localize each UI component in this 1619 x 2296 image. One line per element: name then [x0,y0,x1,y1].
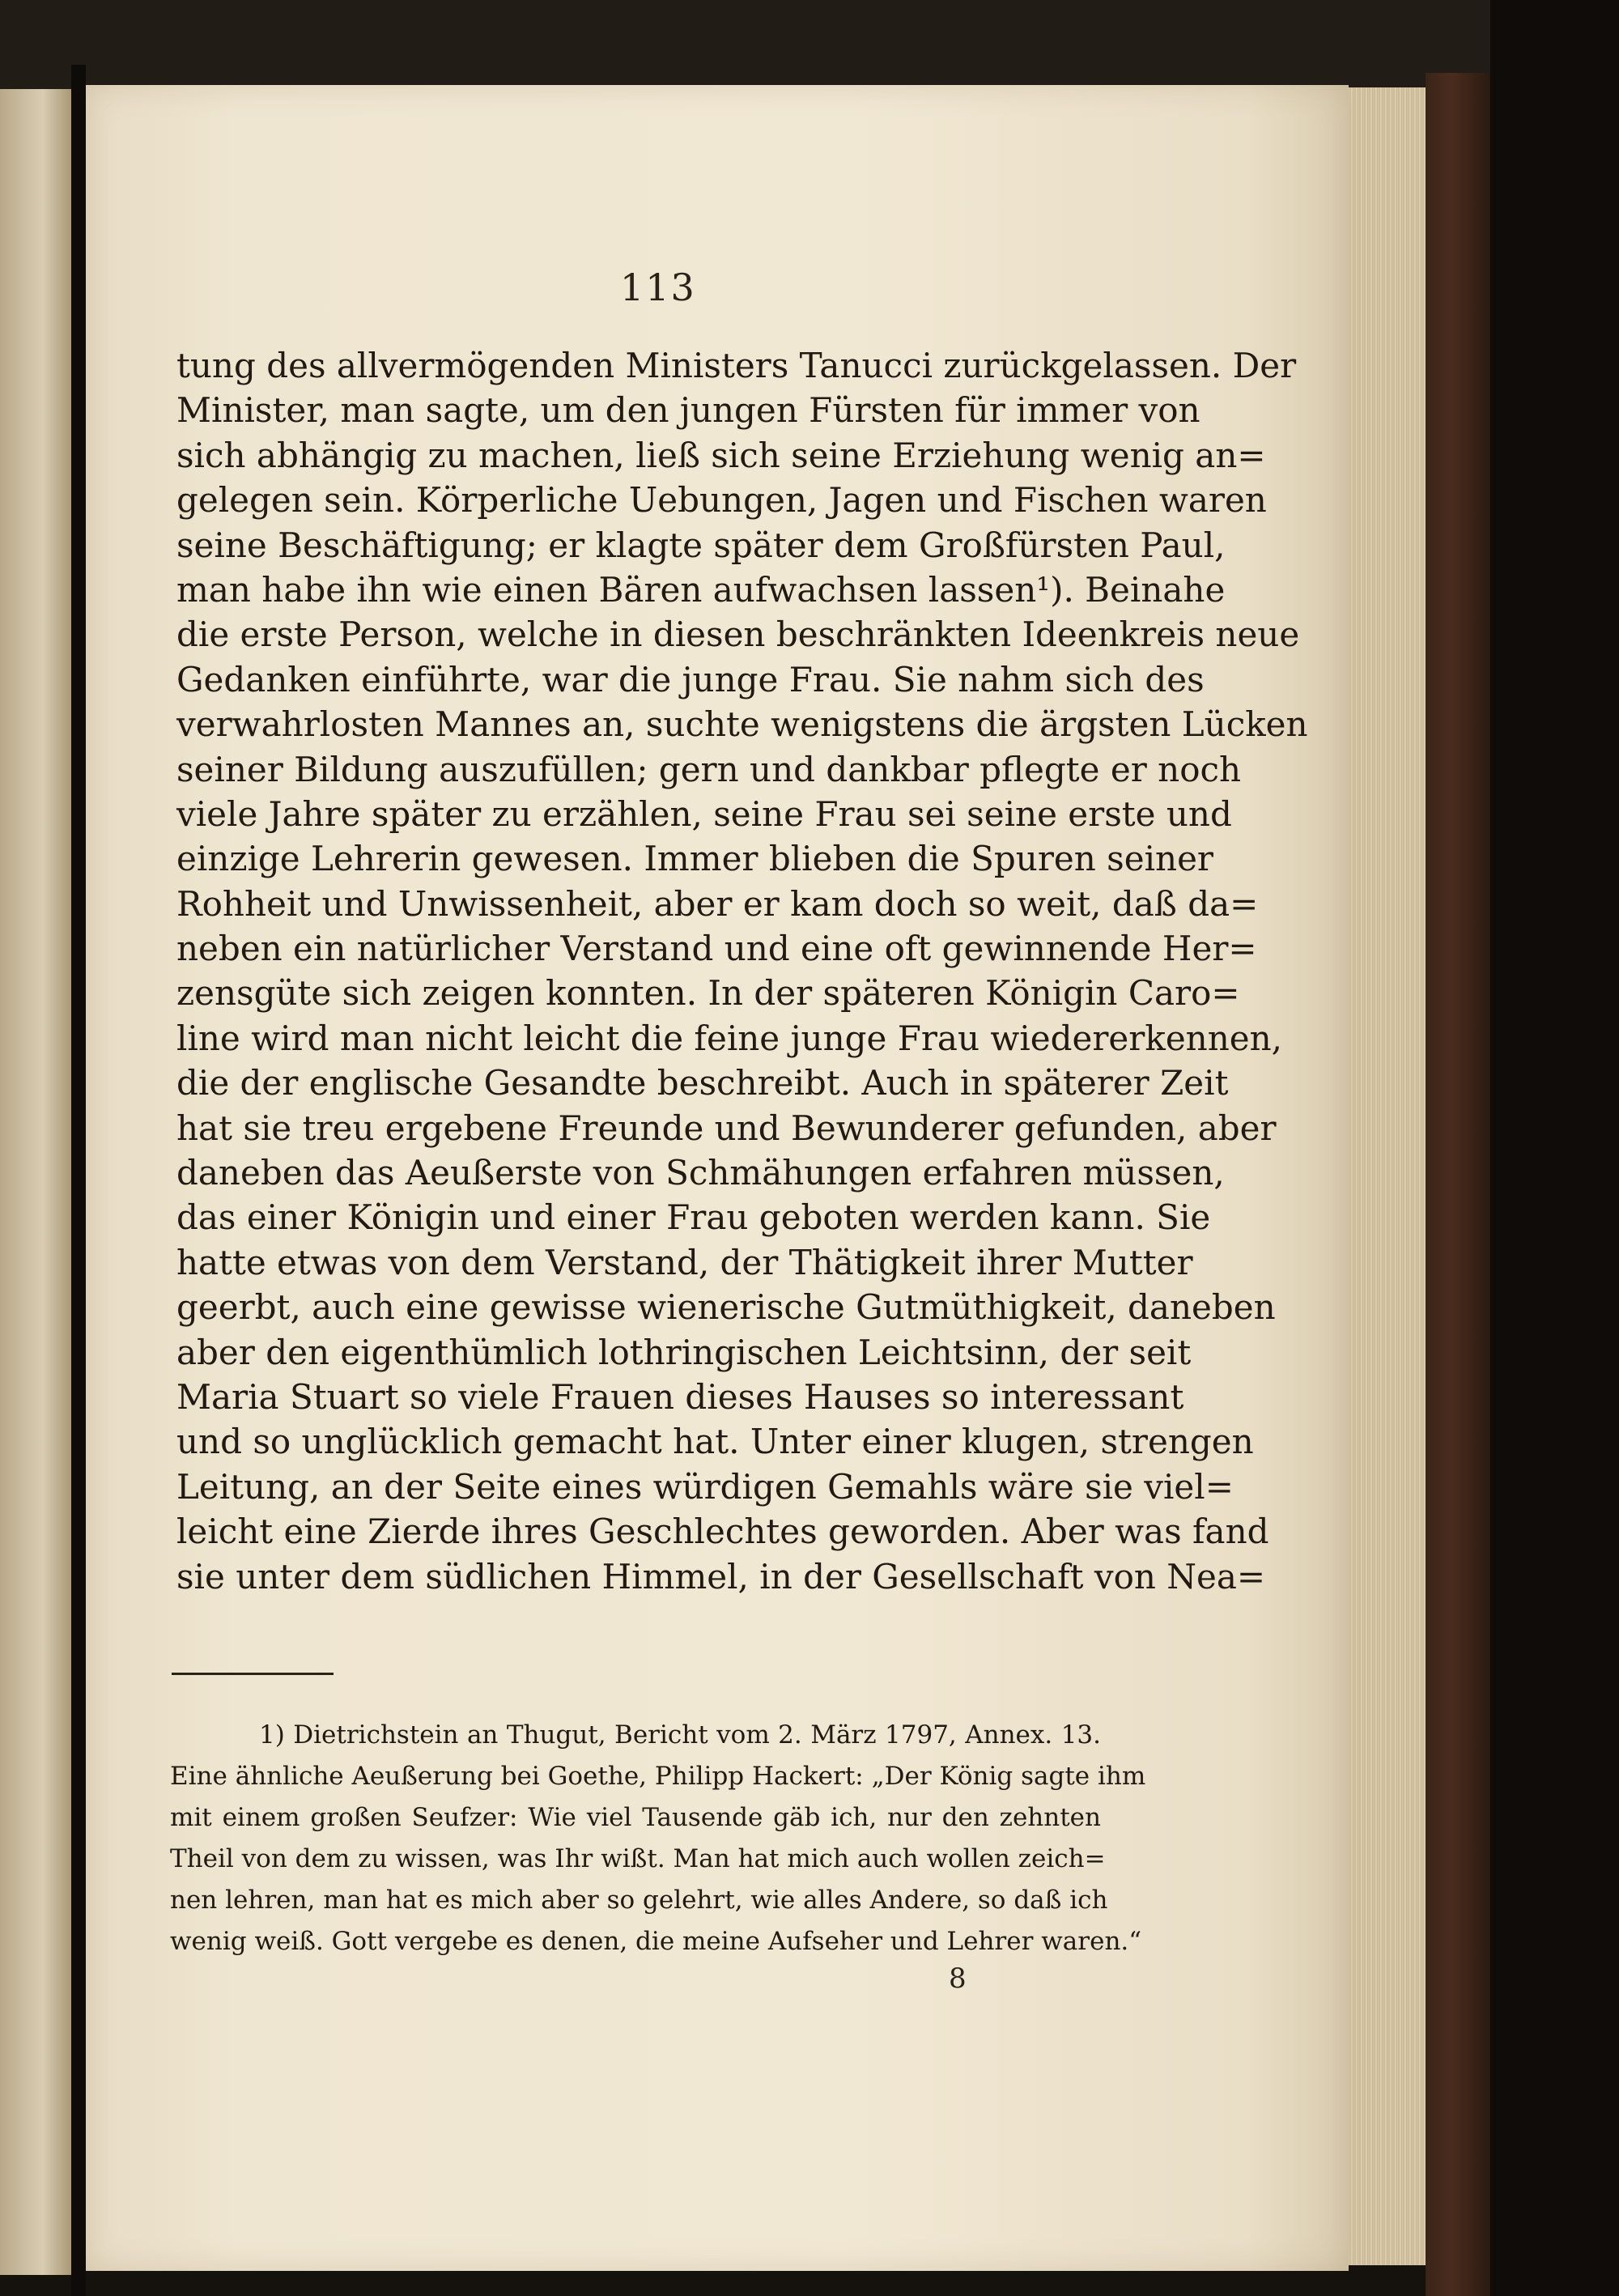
footnote-line: 1) Dietrichstein an Thugut, Bericht vom 2. März 1797, Annex. 13. [259,1720,1101,1750]
footnote-line: nen lehren, man hat es mich aber so gelehrt, wie alles Andere, so daß ich [170,1886,1108,1915]
footnote [170,1715,1146,1962]
text-line: gelegen sein. Körperliche Uebungen, Jagen und Fischen waren [176,480,1267,521]
footnote-line: Eine ähnliche Aeußerung bei Goethe, Philipp Hackert: „Der König sagte ihm [170,1762,1146,1791]
text-line: sich abhängig zu machen, ließ sich seine Erziehung wenig an= [176,435,1266,475]
footnote-line: mit einem großen Seufzer: Wie viel Tausende gäb ich, nur den zehnten [170,1803,1101,1832]
facing-page-edge [0,89,71,2275]
text-line: Maria Stuart so viele Frauen dieses Hauses so interessant [176,1376,1184,1417]
text-line: zensgüte sich zeigen konnten. In der späteren Königin Caro= [176,973,1240,1014]
text-line: verwahrlosten Mannes an, suchte wenigstens die ärgsten Lücken [176,704,1308,745]
text-line: Minister, man sagte, um den jungen Fürsten für immer von [176,390,1200,431]
footnote-line: wenig weiß. Gott vergebe es denen, die meine Aufseher und Lehrer waren.“ [170,1927,1142,1956]
page-stack-edges [1349,87,1426,2265]
text-line: aber den eigenthümlich lothringischen Leichtsinn, der seit [176,1332,1192,1372]
text-line: sie unter dem südlichen Himmel, in der Gesellschaft von Nea= [176,1556,1266,1597]
text-line: tung des allvermögenden Ministers Tanucci zurückgelassen. Der [176,346,1297,385]
text-line: das einer Königin und einer Frau geboten werden kann. Sie [176,1197,1211,1238]
signature-mark: 8 [949,1962,967,1995]
text-line: und so unglücklich gemacht hat. Unter einer klugen, strengen [176,1422,1254,1462]
text-line: einzige Lehrerin gewesen. Immer blieben die Spuren seiner [176,839,1213,879]
text-line: die der englische Gesandte beschreibt. Auch in späterer Zeit [176,1063,1229,1103]
text-line: Leitung, an der Seite eines würdigen Gemahls wäre sie viel= [176,1466,1234,1507]
footnote-line: Theil von dem zu wissen, was Ihr wißt. Man hat mich auch wollen zeich= [170,1844,1106,1873]
text-line: man habe ihn wie einen Bären aufwachsen lassen¹). Beinahe [176,569,1226,610]
text-line: hatte etwas von dem Verstand, der Thätigkeit ihrer Mutter [176,1242,1193,1282]
bleed-through-shadow [176,1642,1130,1715]
book-gutter [71,65,86,2296]
book-cover-edge [1426,73,1490,2296]
text-line: daneben das Aeußerste von Schmähungen erfahren müssen, [176,1153,1225,1193]
footnote-rule [172,1673,334,1675]
text-line: die erste Person, welche in diesen beschränkten Ideenkreis neue [176,614,1300,655]
text-line: geerbt, auch eine gewisse wienerische Gutmüthigkeit, daneben [176,1287,1276,1328]
text-line: viele Jahre später zu erzählen, seine Frau sei seine erste und [176,793,1232,834]
text-line: neben ein natürlicher Verstand und eine oft gewinnende Her= [176,929,1257,969]
body-text [176,343,1308,1599]
text-line: Gedanken einführte, war die junge Frau. Sie nahm sich des [176,659,1205,699]
text-line: Rohheit und Unwissenheit, aber er kam doch so weit, daß da= [176,883,1259,924]
text-line: seine Beschäftigung; er klagte später dem Großfürsten Paul, [176,525,1226,565]
text-line: line wird man nicht leicht die feine junge Frau wiedererkennen, [176,1018,1283,1058]
text-line: hat sie treu ergebene Freunde und Bewunderer gefunden, aber [176,1108,1277,1148]
background-shadow [1490,0,1619,2296]
text-line: seiner Bildung auszufüllen; gern und dankbar pflegte er noch [176,749,1242,789]
text-line: leicht eine Zierde ihres Geschlechtes geworden. Aber was fand [176,1512,1269,1552]
page-number: 113 [620,266,696,309]
